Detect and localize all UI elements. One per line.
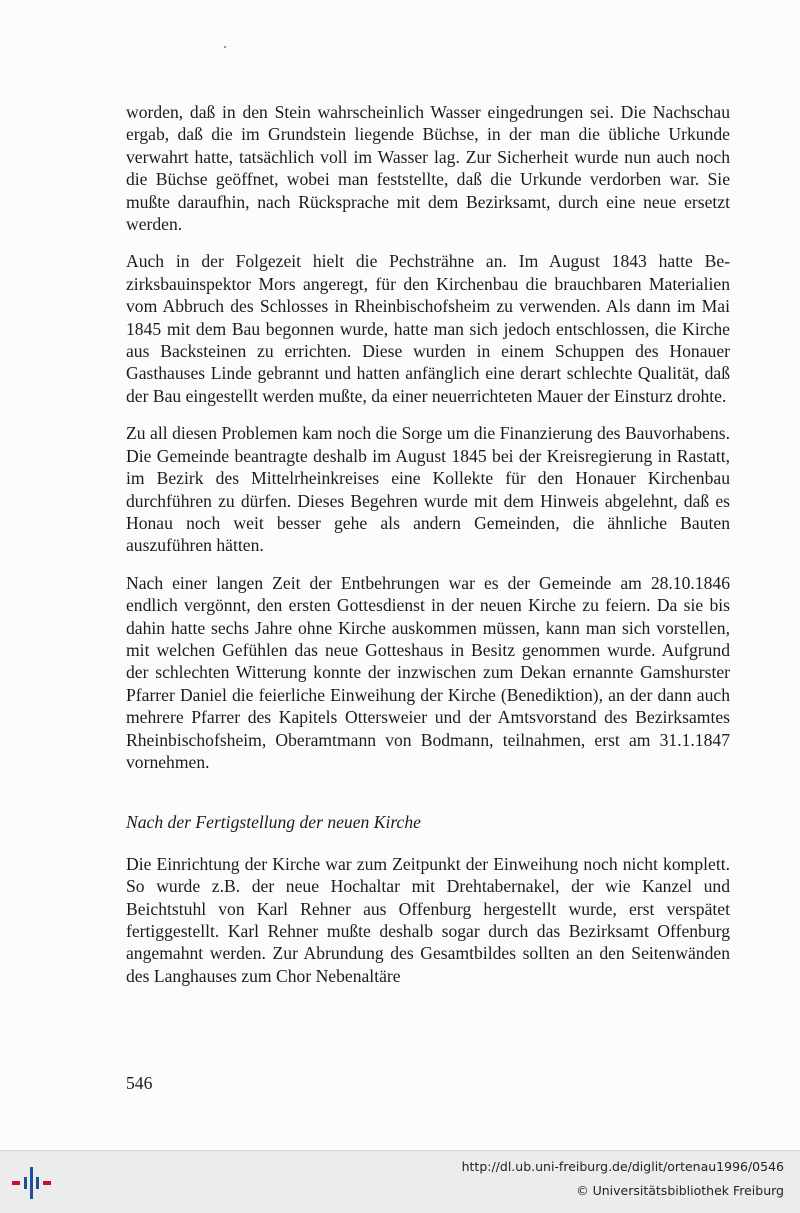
ub-freiburg-logo-icon: [10, 1165, 54, 1201]
paragraph-1: worden, daß in den Stein wahrscheinlich Wasser eingedrungen sei. Die Nachschau ergab, daß die im Grundstein liegende Büchse, in der man die übliche Urkunde verwahrt hatte, tatsächlich voll im Wasser lag. Zur Sicherheit wurde nun auch noch die Büchse geöffnet, wobei man feststellte, daß die Urkunde verdorben war. Sie mußte daraufhin, nach Rücksprache mit dem Bezirksamt, durch eine neue ersetzt werden.: [126, 102, 730, 235]
page-number: 546: [126, 1073, 153, 1093]
paragraph-4: Nach einer langen Zeit der Entbehrungen war es der Gemeinde am 28.10.1846 endlich vergönnt, den ersten Gottesdienst in der neuen Kirche zu feiern. Da sie bis dahin hatte sechs Jahre ohne Kirche auskommen müssen, kann man sich vorstellen, mit welchen Gefühlen das neue Gotteshaus in Besitz genommen wurde. Aufgrund der schlechten Witterung konnte der inzwischen zum Dekan ernannte Gamshurster Pfarrer Daniel die feierliche Einweihung der Kirche (Benediktion), an der dann auch mehrere Pfarrer des Kapitels Ottersweier und der Amtsvorstand des Bezirksamtes Rheinbischofsheim, Oberamtmann von Bodmann, teilnahmen, erst am 31.1.1847 vornehmen.: [126, 572, 730, 772]
footer-url-link[interactable]: http://dl.ub.uni-freiburg.de/diglit/ortenau1996/0546: [461, 1159, 784, 1174]
paragraph-5: Die Einrichtung der Kirche war zum Zeitpunkt der Einweihung noch nicht komplett. So wurde z.B. der neue Hochaltar mit Drehtabernakel, der wie Kanzel und Beichtstuhl von Karl Rehner aus Offenburg hergestellt wurde, erst verspätet fertiggestellt. Karl Rehner mußte deshalb sogar durch das Bezirksamt Offenburg angemahnt werden. Zur Abrundung des Gesamtbildes sollten an den Seitenwänden des Langhauses zum Chor Nebenaltäre: [126, 853, 730, 986]
footer-bar: [0, 1150, 800, 1213]
scan-speck: [224, 46, 226, 48]
text-column: [126, 101, 730, 987]
footer-copyright: © Universitätsbibliothek Freiburg: [576, 1183, 784, 1198]
section-heading: Nach der Fertigstellung der neuen Kirche: [126, 812, 421, 833]
paragraph-2: Auch in der Folgezeit hielt die Pechsträhne an. Im August 1843 hatte Bezirksbauinspektor Mors angeregt, für den Kirchenbau die brauchbaren Materialien vom Abbruch des Schlosses in Rheinbischofsheim zu verwenden. Als dann im Mai 1845 mit dem Bau begonnen wurde, hatte man sich jedoch entschlossen, die Kirche aus Backsteinen zu errichten. Diese wurden in einem Schuppen des Honauer Gasthauses Linde gebrannt und hatten anfänglich eine derart schlechte Qualität, daß der Bau eingestellt werden mußte, da einer neuerrichteten Mauer der Einsturz drohte.: [126, 251, 730, 406]
paragraph-3: Zu all diesen Problemen kam noch die Sorge um die Finanzierung des Bauvorhabens. Die Gemeinde beantragte deshalb im August 1845 bei der Kreisregierung in Rastatt, im Bezirk des Mittelrheinkreises eine Kollekte für den Honauer Kirchenbau durchführen zu dürfen. Dieses Begehren wurde mit dem Hinweis abgelehnt, daß es Honau noch weit besser gehe als andern Gemeinden, die ähnliche Bauten auszuführen hätten.: [126, 423, 730, 556]
